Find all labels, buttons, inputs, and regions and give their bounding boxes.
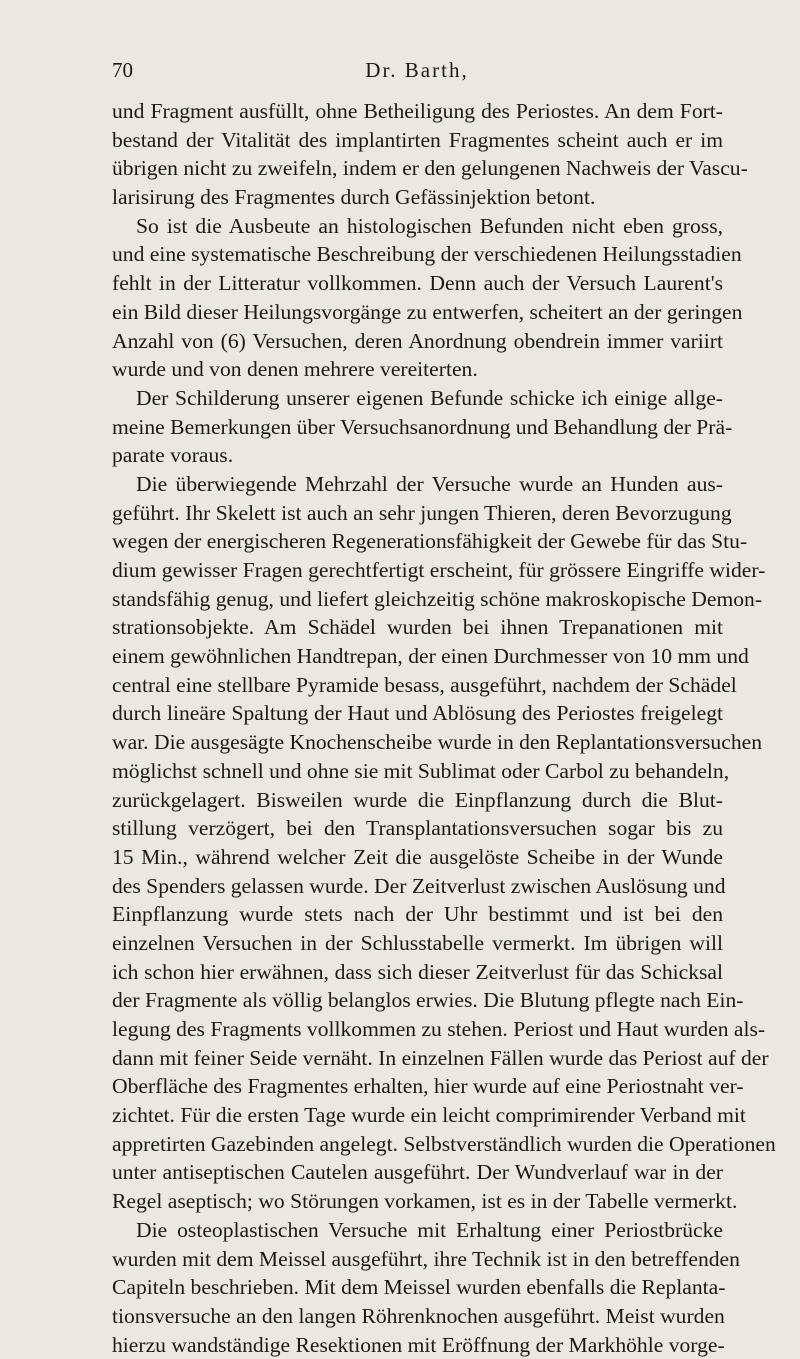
page-number: 70 [112,58,133,82]
text-line: Regel aseptisch; wo Störungen vorkamen, ist es in der Tabelle vermerkt. [112,1189,738,1214]
text-line: und eine systematische Beschreibung der verschiedenen Heilungsstadien [112,242,742,267]
text-line: bestand der Vitalität des implantirten Fragmentes scheint auch er im [112,127,723,152]
text-line: unter antiseptischen Cautelen ausgeführt. Der Wundverlauf war in der [112,1160,723,1185]
text-line: übrigen nicht zu zweifeln, indem er den gelungenen Nachweis der Vascu- [112,156,748,181]
text-line: Die überwiegende Mehrzahl der Versuche wurde an Hunden aus- [136,471,723,496]
text-line: stillung verzögert, bei den Transplantationsversuchen sogar bis zu [112,816,723,841]
text-line: wurde und von denen mehrere vereiterten. [112,357,478,382]
text-line: Die osteoplastischen Versuche mit Erhaltung einer Periostbrücke [136,1217,723,1242]
text-line: zurückgelagert. Bisweilen wurde die Einpflanzung durch die Blut- [112,787,723,812]
text-line: wurden mit dem Meissel ausgeführt, ihre Technik ist in den betreffenden [112,1246,740,1271]
text-line: Der Schilderung unserer eigenen Befunde schicke ich einige allge- [136,385,723,410]
text-line: Capiteln beschrieben. Mit dem Meissel wurden ebenfalls die Replanta- [112,1275,726,1300]
text-line: central eine stellbare Pyramide besass, ausgeführt, nachdem der Schädel [112,672,737,697]
text-line: einem gewöhnlichen Handtrepan, der einen Durchmesser von 10 mm und [112,644,749,669]
text-line: strationsobjekte. Am Schädel wurden bei ihnen Trepanationen mit [112,615,723,640]
text-line: 15 Min., während welcher Zeit die ausgelöste Scheibe in der Wunde [112,844,723,869]
text-line: war. Die ausgesägte Knochenscheibe wurde in den Replantationsversuchen [112,730,762,755]
text-line: Oberfläche des Fragmentes erhalten, hier wurde auf eine Periostnaht ver- [112,1074,744,1099]
text-line: Anzahl von (6) Versuchen, deren Anordnung obendrein immer variirt [112,328,723,353]
text-line: parate voraus. [112,443,234,468]
running-head: Dr. Barth, [365,58,469,82]
text-line: standsfähig genug, und liefert gleichzeitig schöne makroskopische Demon- [112,586,763,611]
text-line: einzelnen Versuchen in der Schlusstabelle vermerkt. Im übrigen will [112,930,723,955]
text-line: dium gewisser Fragen gerechtfertigt erscheint, für grössere Eingriffe wider- [112,558,766,582]
text-line: tionsversuche an den langen Röhrenknochen ausgeführt. Meist wurden [112,1303,725,1328]
text-line: des Spenders gelassen wurde. Der Zeitverlust zwischen Auslösung und [112,873,726,898]
text-line: zichtet. Für die ersten Tage wurde ein leicht comprimirender Verband mit [112,1103,746,1128]
text-line: ein Bild dieser Heilungsvorgänge zu entwerfen, scheitert an der geringen [112,299,743,324]
text-line: legung des Fragments vollkommen zu stehen. Periost und Haut wurden als- [112,1017,766,1041]
text-line: larisirung des Fragmentes durch Gefässinjektion betont. [112,185,596,210]
text-line: durch lineäre Spaltung der Haut und Ablösung des Periostes freigelegt [112,701,723,726]
body-text [112,97,776,1359]
text-line: und Fragment ausfüllt, ohne Betheiligung des Periostes. An dem Fort- [112,99,723,123]
text-line: ich schon hier erwähnen, dass sich dieser Zeitverlust für das Schicksal [112,959,723,984]
page-header [112,58,722,88]
text-line: meine Bemerkungen über Versuchsanordnung und Behandlung der Prä- [112,414,733,439]
text-line: hierzu wandständige Resektionen mit Eröffnung der Markhöhle vorge- [112,1332,725,1357]
text-line: möglichst schnell und ohne sie mit Sublimat oder Carbol zu behandeln, [112,758,730,783]
text-line: wegen der energischeren Regenerationsfähigkeit der Gewebe für das Stu- [112,529,748,554]
text-line: dann mit feiner Seide vernäht. In einzelnen Fällen wurde das Periost auf der [112,1045,769,1070]
text-line: fehlt in der Litteratur vollkommen. Denn auch der Versuch Laurent's [112,271,723,296]
text-line: So ist die Ausbeute an histologischen Befunden nicht eben gross, [136,213,723,238]
text-line: Einpflanzung wurde stets nach der Uhr bestimmt und ist bei den [112,902,723,927]
text-line: geführt. Ihr Skelett ist auch an sehr jungen Thieren, deren Bevorzugung [112,500,732,525]
text-line: appretirten Gazebinden angelegt. Selbstverständlich wurden die Operationen [112,1131,776,1156]
text-line: der Fragmente als völlig belanglos erwies. Die Blutung pflegte nach Ein- [112,988,744,1013]
